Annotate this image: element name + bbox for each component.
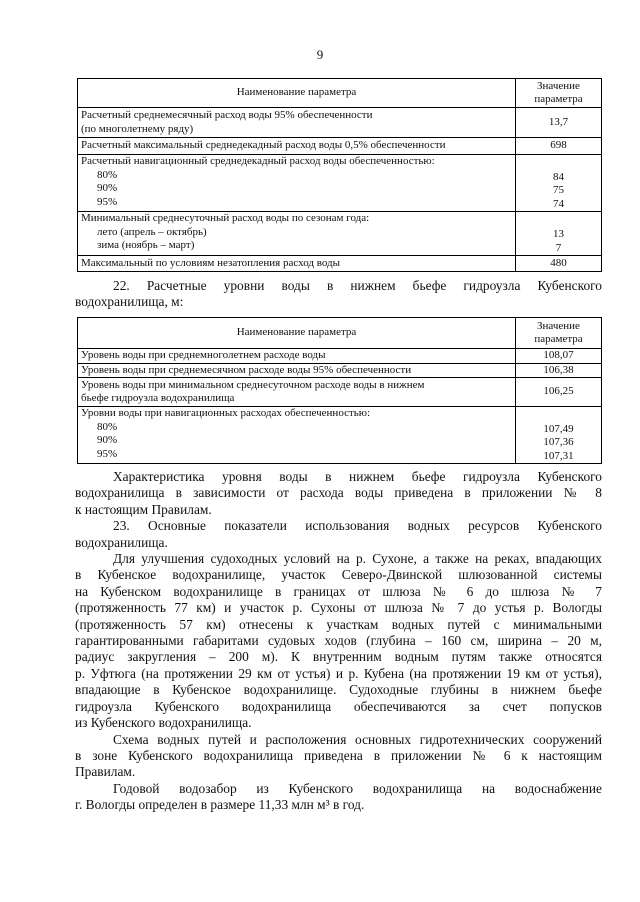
table-row (78, 256, 602, 272)
row-value-cell (516, 212, 602, 256)
table-row (78, 378, 602, 407)
row-value-cell: 108,07 (516, 349, 602, 364)
row-sub-value: 107,36 (543, 436, 574, 448)
paragraph (75, 469, 602, 518)
row-value-cell: 480 (516, 256, 602, 272)
table-row (78, 349, 602, 364)
paragraph-line: на Кубенском водохранилище в границах от шлюза № 6 до шлюза № 7 (75, 583, 602, 599)
table-header-row (78, 318, 602, 349)
paragraph-line: Для улучшения судоходных условий на р. Сухоне, а также на реках, впадающих (113, 551, 602, 567)
row-sub-label: 80% (97, 420, 118, 433)
row-name-cell: Уровень воды при среднемноголетнем расходе воды (78, 349, 516, 364)
header-value-cell (516, 318, 602, 349)
table-row (78, 407, 602, 464)
paragraph-line: р. Уфтюга (на протяжении 29 км от устья) и р. Кубена (на протяжении 19 км от устья), (75, 665, 602, 681)
row-name: Уровни воды при навигационных расходах обеспеченностью: (81, 407, 371, 419)
row-value-cell: 106,38 (516, 363, 602, 378)
row-sub-value: 107,49 (543, 422, 574, 435)
paragraph-line: водохранилища. (75, 534, 168, 550)
row-name-line2: бьефе гидроузла водохранилища (81, 392, 235, 404)
paragraph-line: водохранилища в зависимости от расхода воды приведена в приложении № 8 (75, 485, 602, 501)
row-name-cell (78, 108, 516, 138)
table-row (78, 212, 602, 256)
paragraph-line: из Кубенского водохранилища. (75, 715, 252, 731)
paragraph-line: в зоне Кубенского водохранилища приведена в приложении № 6 к настоящим (75, 747, 602, 763)
paragraph-line: (протяженность 77 км) и участок р. Сухоны от шлюза № 7 до устья р. Вологды (75, 600, 602, 616)
row-name-cell: Уровень воды при среднемесячном расходе воды 95% обеспеченности (78, 363, 516, 378)
paragraph-line: к настоящим Правилам. (75, 501, 212, 517)
row-value-cell: 13,7 (516, 108, 602, 138)
paragraph-line: в Кубенское водохранилище, участок Северо-Двинской шлюзованной системы (75, 567, 602, 583)
row-value-cell: 106,25 (516, 378, 602, 407)
paragraph-line: г. Вологды определен в размере 11,33 млн м³ в год. (75, 797, 365, 813)
page-number: 9 (316, 47, 324, 62)
paragraph-line: гидроузла Кубенского водохранилища обеспечиваются за счет попусков (75, 698, 602, 714)
section-22-line1: 22. Расчетные уровни воды в нижнем бьефе гидроузла Кубенского (113, 278, 602, 293)
paragraph-line: 23. Основные показатели использования водных ресурсов Кубенского (113, 518, 602, 534)
paragraph-line: радиус закругления – 200 м). К внутренним водным путям также относятся (75, 649, 602, 665)
paragraph (75, 732, 602, 781)
row-sub-value: 75 (553, 184, 564, 196)
water-levels-table (77, 317, 602, 464)
row-sub-label: 95% (97, 195, 118, 208)
table-row (78, 138, 602, 155)
row-sub-label: 90% (97, 182, 118, 194)
row-name-cell (78, 212, 516, 256)
row-sub-value: 7 (555, 241, 562, 254)
paragraph-line: Правилам. (75, 764, 136, 780)
row-sub-label: лето (апрель – октябрь) (97, 225, 207, 238)
row-value-cell (516, 155, 602, 212)
row-name-cell (78, 378, 516, 407)
header-name: Наименование параметра (236, 86, 357, 99)
header-name-cell (78, 79, 516, 108)
row-name-cell (78, 407, 516, 464)
header-value-line2: параметра (534, 333, 583, 345)
row-sub-label: 80% (97, 168, 118, 181)
header-name-cell (78, 318, 516, 349)
row-name-cell: Максимальный по условиям незатопления расход воды (78, 256, 516, 272)
paragraph-line: впадающие в Кубенское водохранилище. Судоходные глубины в нижнем бьефе (75, 682, 602, 698)
section-22-line2: водохранилища, м: (75, 294, 184, 310)
table-row (78, 155, 602, 212)
row-name-cell: Расчетный максимальный среднедекадный расход воды 0,5% обеспеченности (78, 138, 516, 155)
paragraph-line: гарантированными габаритами судовых ходов (глубина – 160 см, ширина – 20 м, (75, 633, 602, 649)
row-name-line1: Уровень воды при минимальном среднесуточном расходе воды в нижнем (81, 378, 425, 391)
body-text (75, 469, 602, 814)
paragraph (75, 518, 602, 551)
row-sub-label: 90% (97, 434, 118, 446)
paragraph-line: Схема водных путей и расположения основных гидротехнических сооружений (113, 731, 602, 747)
discharge-parameters-table (77, 78, 602, 272)
header-name: Наименование параметра (236, 326, 357, 339)
row-name-line2: (по многолетнему ряду) (81, 122, 194, 135)
paragraph-line: (протяженность 57 км) отнесены к участкам водных путей с минимальными (75, 616, 602, 632)
row-sub-value: 13 (553, 228, 564, 240)
row-name-cell (78, 155, 516, 212)
row-sub-label: зима (ноябрь – март) (97, 239, 195, 251)
header-value-line1: Значение (537, 320, 580, 332)
row-sub-value: 84 (553, 170, 564, 183)
row-name-line1: Расчетный среднемесячный расход воды 95% обеспеченности (81, 109, 373, 121)
paragraph (75, 551, 602, 731)
paragraph (75, 781, 602, 814)
row-sub-value: 74 (553, 197, 564, 210)
header-value-line1: Значение (537, 80, 580, 92)
section-22-heading (75, 278, 602, 311)
paragraph-line: Характеристика уровня воды в нижнем бьефе гидроузла Кубенского (113, 469, 602, 484)
row-value-cell: 698 (516, 138, 602, 155)
table-header-row (78, 79, 602, 108)
table-row (78, 363, 602, 378)
row-sub-value: 107,31 (543, 449, 574, 462)
row-name: Минимальный среднесуточный расход воды по сезонам года: (81, 212, 370, 224)
header-value-line2: параметра (534, 93, 583, 105)
header-value-cell (516, 79, 602, 108)
row-name: Расчетный навигационный среднедекадный расход воды обеспеченностью: (81, 155, 435, 167)
row-value-cell (516, 407, 602, 464)
table-row (78, 108, 602, 138)
row-sub-label: 95% (97, 447, 118, 460)
paragraph-line: Годовой водозабор из Кубенского водохранилища на водоснабжение (113, 780, 602, 796)
